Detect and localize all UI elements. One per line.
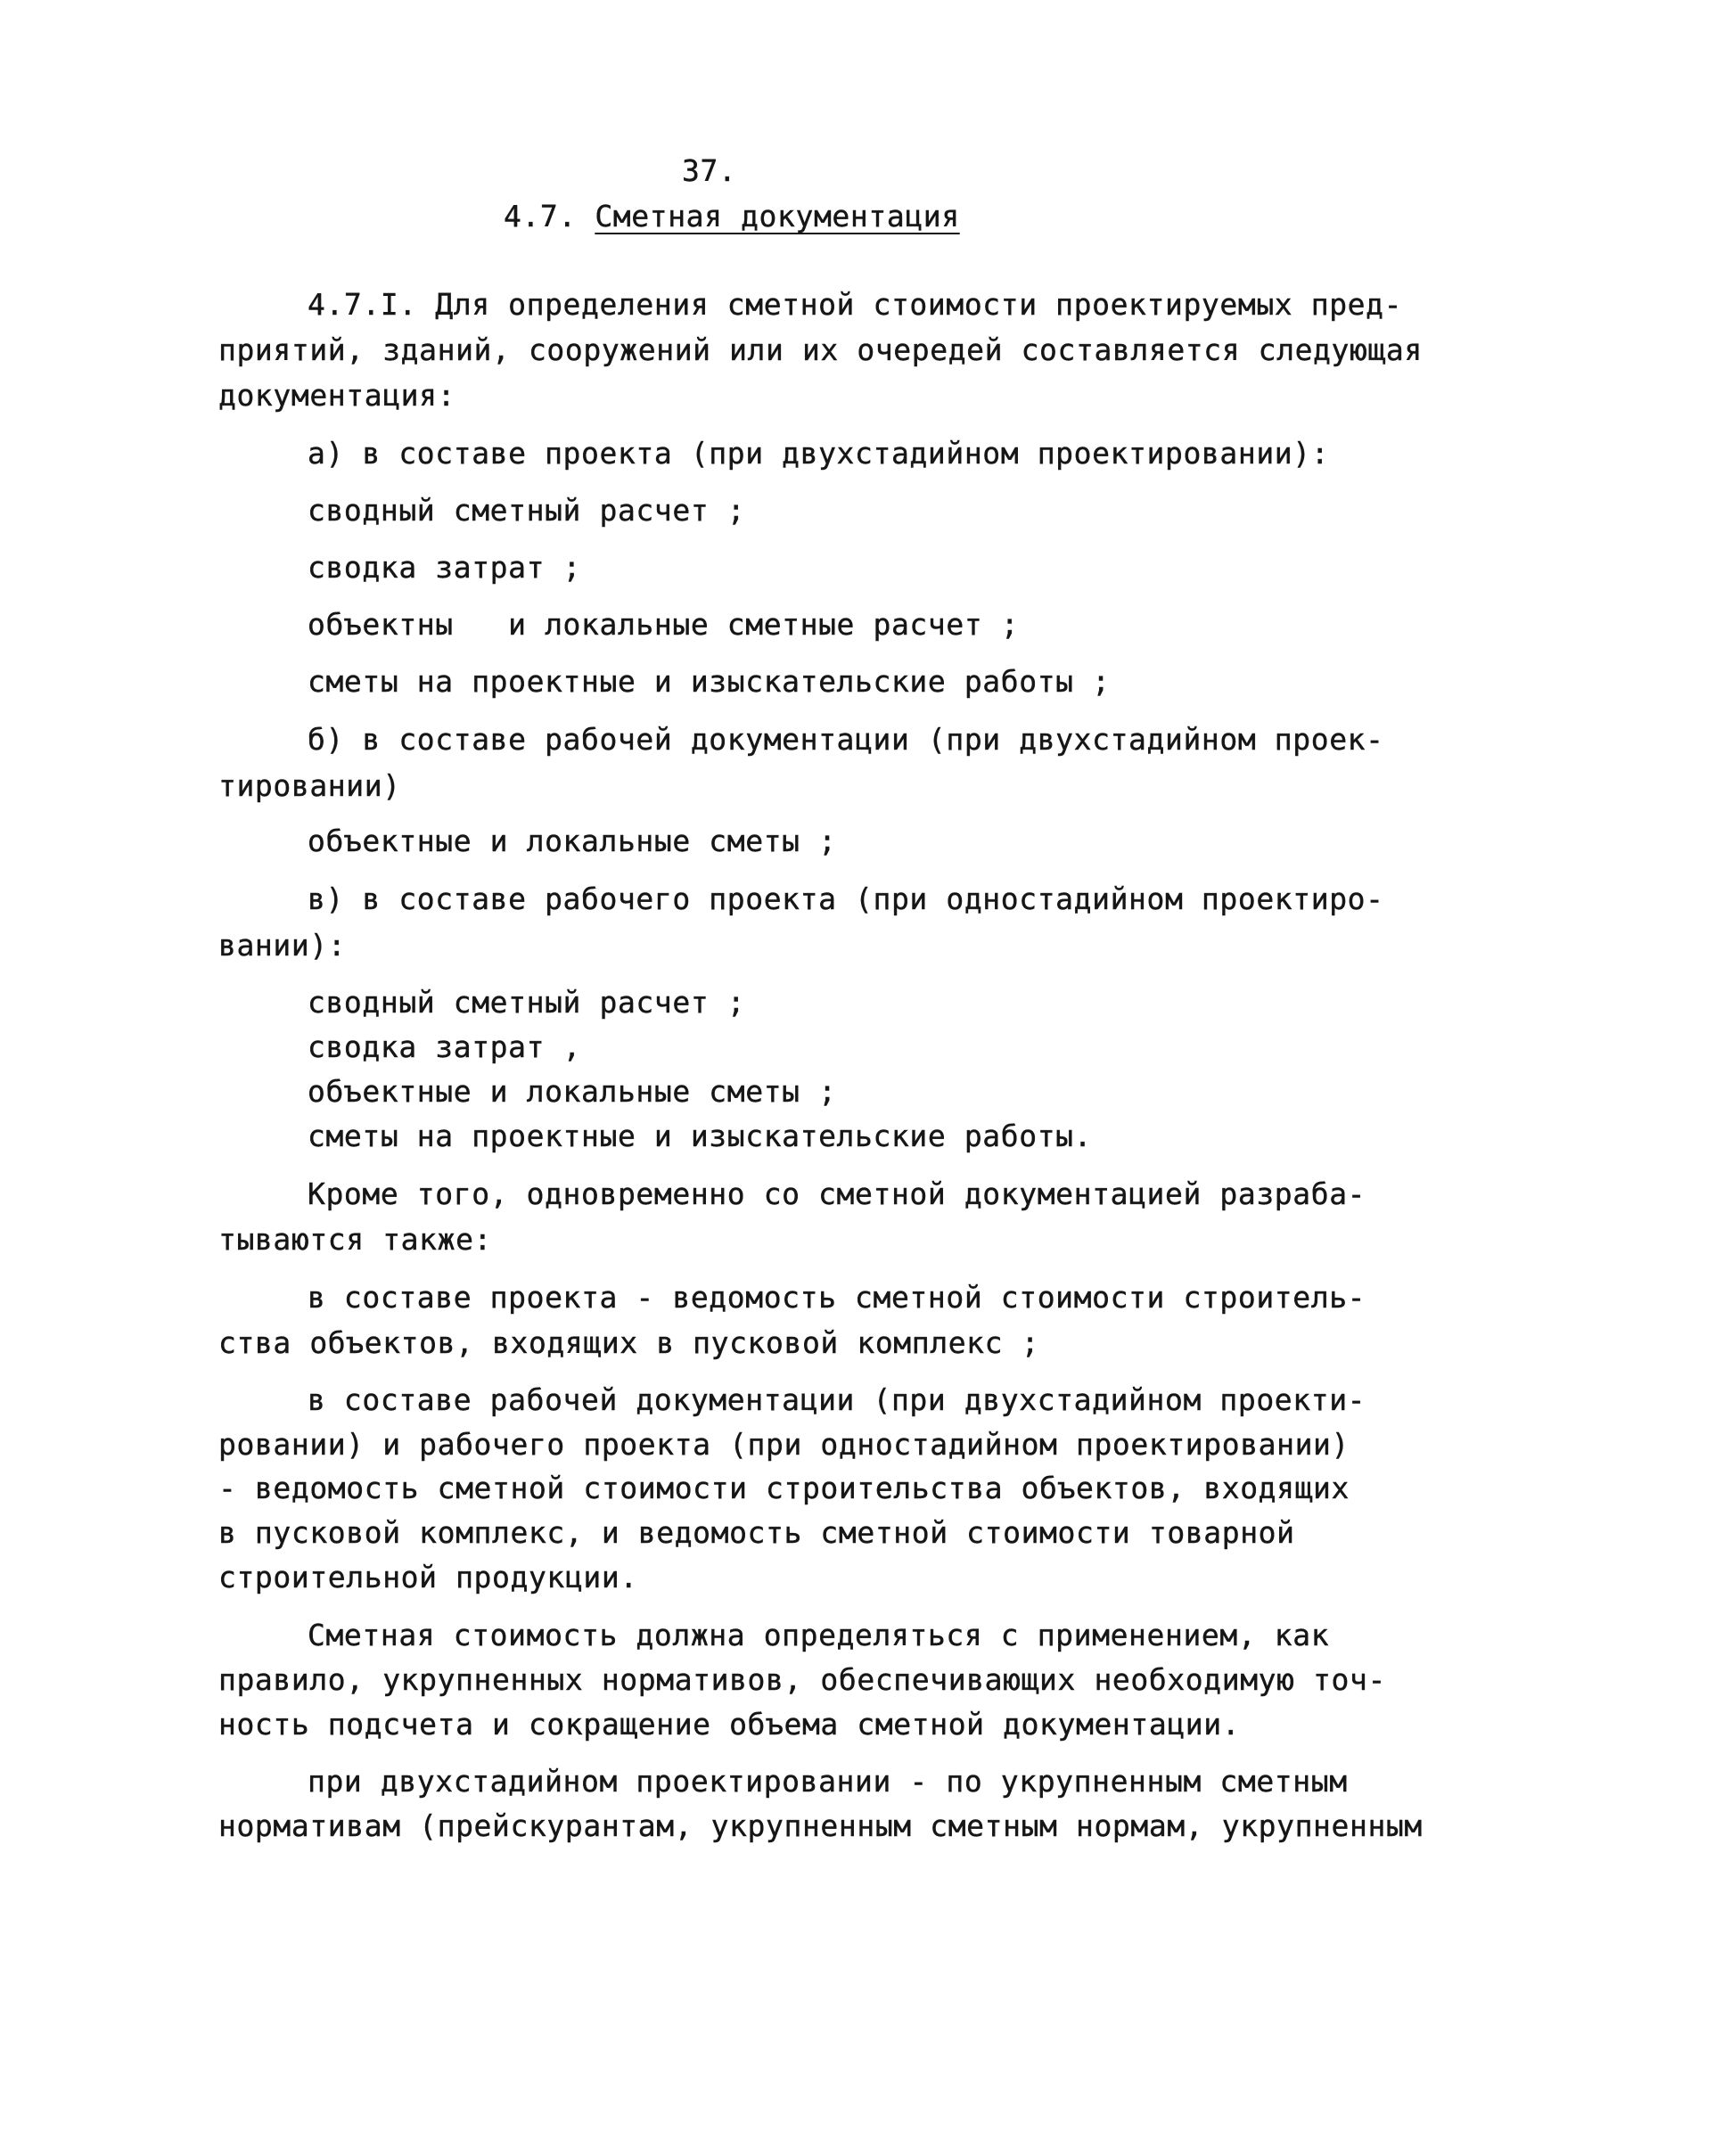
text-line: приятий, зданий, сооружений или их очередей составляется следующая <box>218 332 1423 367</box>
text-line: правило, укрупненных нормативов, обеспечивающих необходимую точ- <box>218 1662 1386 1697</box>
text-line: сметы на проектные и изыскательские работы. <box>308 1119 1093 1153</box>
text-line: а) в составе проекта (при двухстадийном проектировании): <box>308 436 1330 471</box>
section-heading <box>504 199 960 234</box>
text-line: при двухстадийном проектировании - по укрупненным сметным <box>308 1764 1348 1799</box>
text-line: тировании) <box>218 768 401 803</box>
text-line: ства объектов, входящих в пусковой комплекс ; <box>218 1325 1040 1360</box>
text-line: б) в составе рабочей документации (при двухстадийном проек- <box>308 722 1384 757</box>
text-line: в составе проекта - ведомость сметной стоимости строитель- <box>308 1280 1366 1315</box>
page-number: 37. <box>682 153 737 188</box>
text-line: в) в составе рабочего проекта (при одностадийном проектиро- <box>308 881 1384 916</box>
text-line: в составе рабочей документации (при двухстадийном проекти- <box>308 1382 1366 1417</box>
text-line: документация: <box>218 378 456 413</box>
text-line: объектные и локальные сметы ; <box>308 1074 837 1109</box>
section-number: 4.7. <box>504 199 577 234</box>
text-line: нормативам (прейскурантам, укрупненным сметным нормам, укрупненным <box>218 1808 1423 1843</box>
text-line: - ведомость сметной стоимости строительства объектов, входящих <box>218 1471 1350 1505</box>
text-line: ровании) и рабочего проекта (при одностадийном проектировании) <box>218 1427 1350 1462</box>
text-line: 4.7.I. Для определения сметной стоимости проектируемых пред- <box>308 287 1403 322</box>
text-line: сметы на проектные и изыскательские работы ; <box>308 664 1111 699</box>
text-line: в пусковой комплекс, и ведомость сметной стоимости товарной <box>218 1515 1295 1550</box>
text-line: сводный сметный расчет ; <box>308 493 746 528</box>
text-line: ность подсчета и сокращение объема сметной документации. <box>218 1707 1241 1742</box>
text-line: сводка затрат ; <box>308 550 582 585</box>
text-line: Сметная стоимость должна определяться с применением, как <box>308 1618 1330 1652</box>
text-line: вании): <box>218 928 347 963</box>
text-line: сводный сметный расчет ; <box>308 985 746 1020</box>
text-line: Кроме того, одновременно со сметной документацией разраба- <box>308 1176 1366 1211</box>
text-line: объектные и локальные сметы ; <box>308 824 837 858</box>
text-line: сводка затрат , <box>308 1029 582 1064</box>
text-line: объектны и локальные сметные расчет ; <box>308 607 1020 642</box>
text-line: тываются также: <box>218 1222 493 1257</box>
text-line: строительной продукции. <box>218 1560 638 1594</box>
section-title: Сметная документация <box>595 199 960 234</box>
